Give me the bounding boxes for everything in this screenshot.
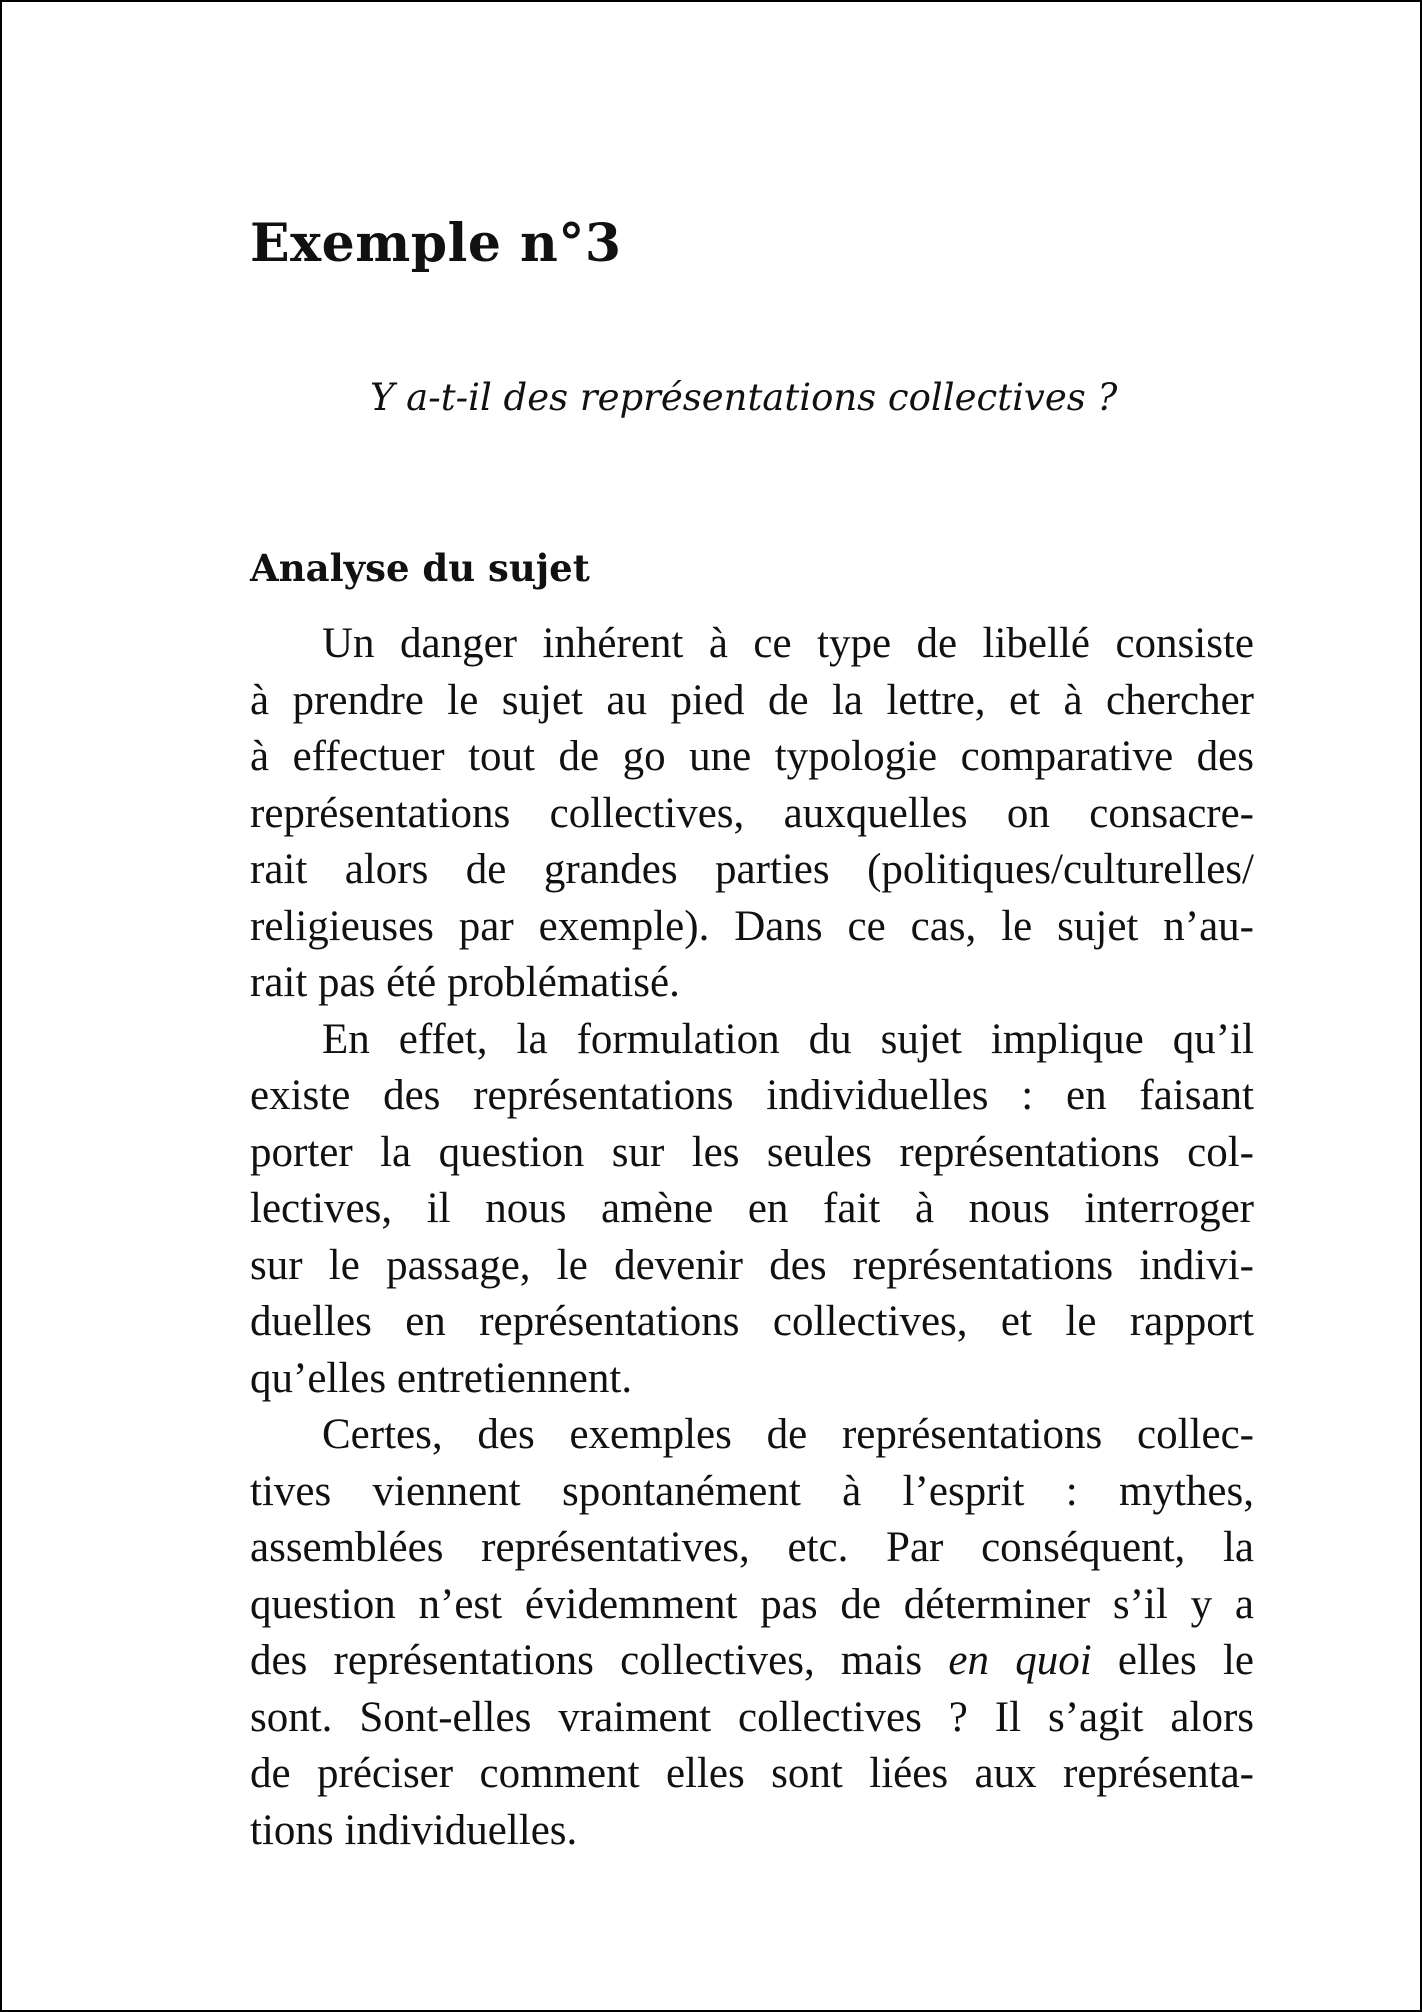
- page-title: Exemple n°3: [250, 213, 622, 274]
- text-line: En effet, la formulation du sujet implique qu’il: [322, 1015, 1254, 1063]
- text-line: tives viennent spontanément à l’esprit : mythes,: [250, 1467, 1254, 1515]
- text-line: religieuses par exemple). Dans ce cas, le sujet n’au-: [250, 902, 1254, 950]
- text-line: tions individuelles.: [250, 1806, 578, 1854]
- text-line: assemblées représentatives, etc. Par conséquent, la: [250, 1524, 1254, 1571]
- text-line: Certes, des exemples de représentations collec-: [322, 1411, 1254, 1458]
- paragraph-1: [250, 616, 1254, 1012]
- text-line: de préciser comment elles sont liées aux représenta-: [250, 1750, 1254, 1797]
- body-text: [250, 616, 1254, 1859]
- section-heading: Analyse du sujet: [250, 546, 590, 590]
- text-line: représentations collectives, auxquelles on consacre-: [250, 789, 1254, 837]
- text-line: Un danger inhérent à ce type de libellé consiste: [322, 620, 1254, 667]
- subject-question: Y a-t-il des représentations collectives ?: [370, 376, 1118, 419]
- text-line: question n’est évidemment pas de déterminer s’il y a: [250, 1580, 1254, 1628]
- text-line: sont. Sont-elles vraiment collectives ? Il s’agit alors: [250, 1693, 1254, 1741]
- text-line: porter la question sur les seules représentations col-: [250, 1128, 1254, 1176]
- text-line: rait alors de grandes parties (politiques/culturelles/: [250, 846, 1254, 893]
- text-line: sur le passage, le devenir des représentations indivi-: [250, 1241, 1254, 1289]
- text-line: à effectuer tout de go une typologie comparative des: [250, 733, 1254, 780]
- text-line: qu’elles entretiennent.: [250, 1354, 633, 1402]
- text-segment: des représentations collectives, mais: [250, 1637, 949, 1684]
- page-content: [250, 212, 1254, 1859]
- text-line: existe des représentations individuelles : en faisant: [250, 1072, 1254, 1119]
- text-segment: elles le: [1091, 1637, 1254, 1684]
- text-line: à prendre le sujet au pied de la lettre, et à chercher: [250, 676, 1254, 724]
- text-line: rait pas été problématisé.: [250, 959, 680, 1006]
- emphasized-text: en quoi: [948, 1637, 1092, 1684]
- paragraph-3: [250, 1407, 1254, 1859]
- text-line: lectives, il nous amène en fait à nous interroger: [250, 1185, 1254, 1232]
- text-line: [250, 1633, 1254, 1690]
- text-line: duelles en représentations collectives, et le rapport: [250, 1298, 1254, 1345]
- paragraph-2: [250, 1012, 1254, 1408]
